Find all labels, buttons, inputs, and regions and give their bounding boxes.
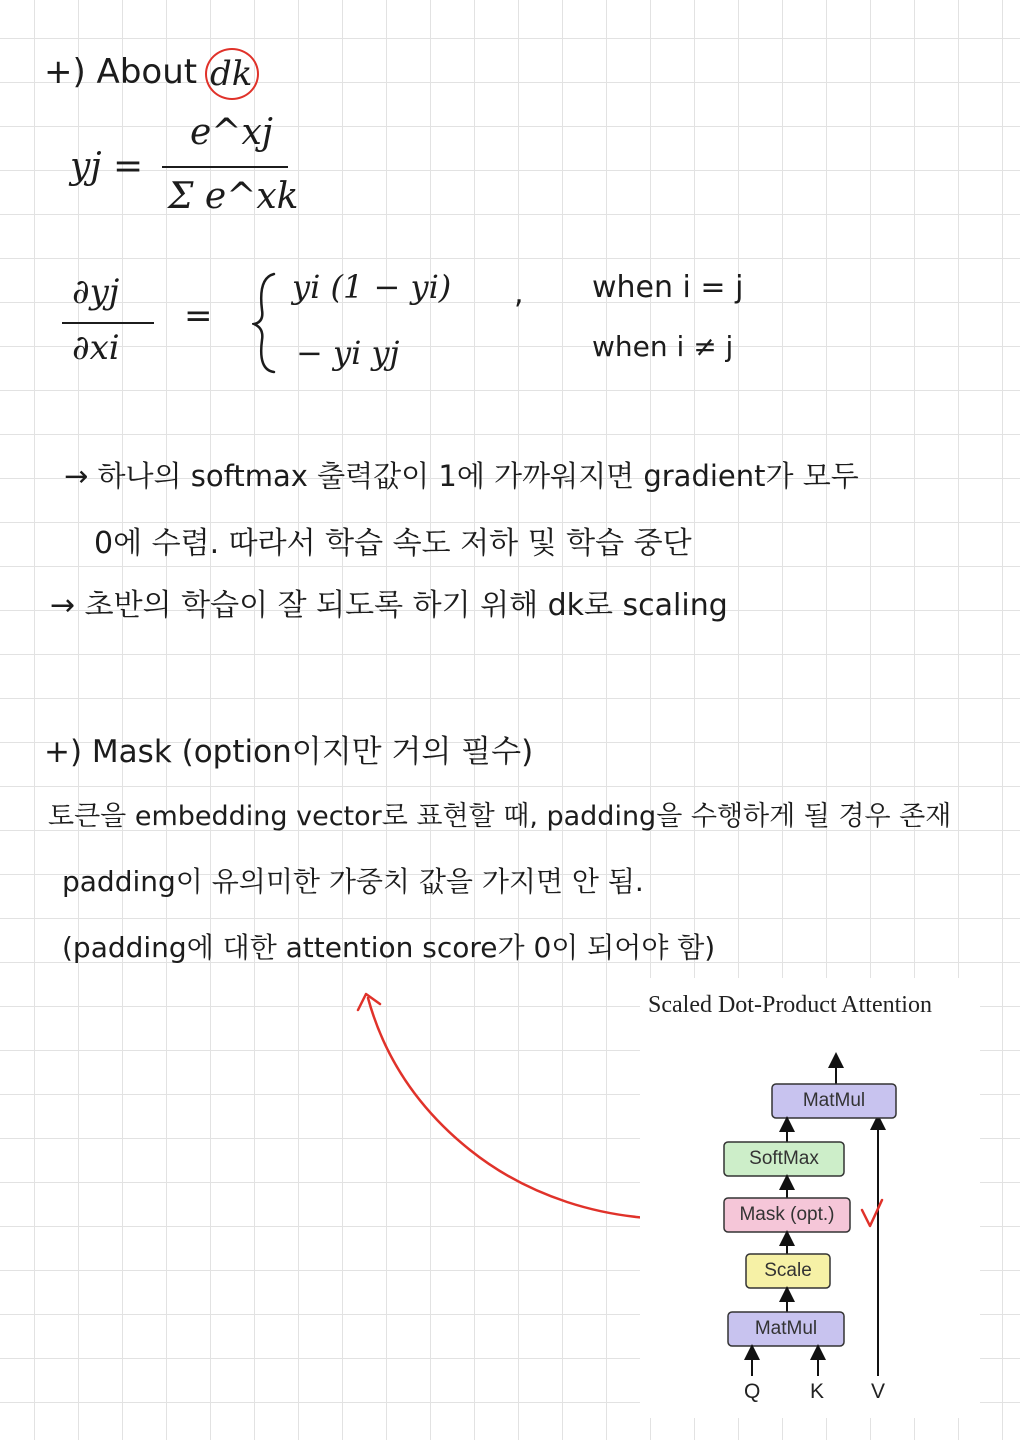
dk-symbol: dk — [210, 54, 253, 94]
input-k-label: K — [810, 1380, 825, 1403]
scale-label: Scale — [764, 1260, 812, 1281]
formula1-lhs: yj = — [70, 146, 144, 187]
section2-line2: padding이 유의미한 가중치 값을 가지면 안 됨. — [62, 865, 644, 898]
formula2-case2: − yi yj — [296, 334, 400, 372]
formula2-comma: , — [514, 276, 524, 311]
attention-diagram — [640, 978, 980, 1418]
formula2-case1: yi (1 − yi) — [292, 268, 452, 306]
section2-line1: 토큰을 embedding vector로 표현할 때, padding을 수행하게 될 경우 존재 — [48, 801, 952, 832]
formula1-denominator: Σ e^xk — [168, 176, 299, 217]
formula1-numerator: e^xj — [190, 112, 273, 153]
notes1-line2: 0에 수렴. 따라서 학습 속도 저하 및 학습 중단 — [94, 526, 692, 561]
formula2-numerator: ∂yj — [72, 272, 120, 312]
section2-heading: +) Mask (option이지만 거의 필수) — [44, 734, 534, 770]
softmax-label: SoftMax — [749, 1148, 819, 1169]
matmul-top-label: MatMul — [802, 1090, 866, 1111]
section2-line3: (padding에 대한 attention score가 0이 되어야 함) — [62, 931, 716, 964]
formula2-denominator: ∂xi — [72, 328, 120, 368]
input-q-label: Q — [744, 1380, 761, 1403]
notes1-line3: → 초반의 학습이 잘 되도록 하기 위해 dk로 scaling — [50, 588, 728, 623]
diagram-title: Scaled Dot-Product Attention — [648, 992, 932, 1018]
formula2-equals: = — [184, 296, 213, 336]
diagram-graphics — [640, 978, 980, 1418]
formula2-cond2: when i ≠ j — [592, 330, 734, 363]
mask-label: Mask (opt.) — [739, 1204, 835, 1225]
formula2-cond1: when i = j — [592, 270, 744, 305]
input-v-label: V — [871, 1380, 886, 1403]
notes1-line1: → 하나의 softmax 출력값이 1에 가까워지면 gradient가 모두 — [64, 459, 859, 493]
section1-heading: +) About — [44, 52, 198, 92]
matmul-bottom-label: MatMul — [754, 1318, 818, 1339]
